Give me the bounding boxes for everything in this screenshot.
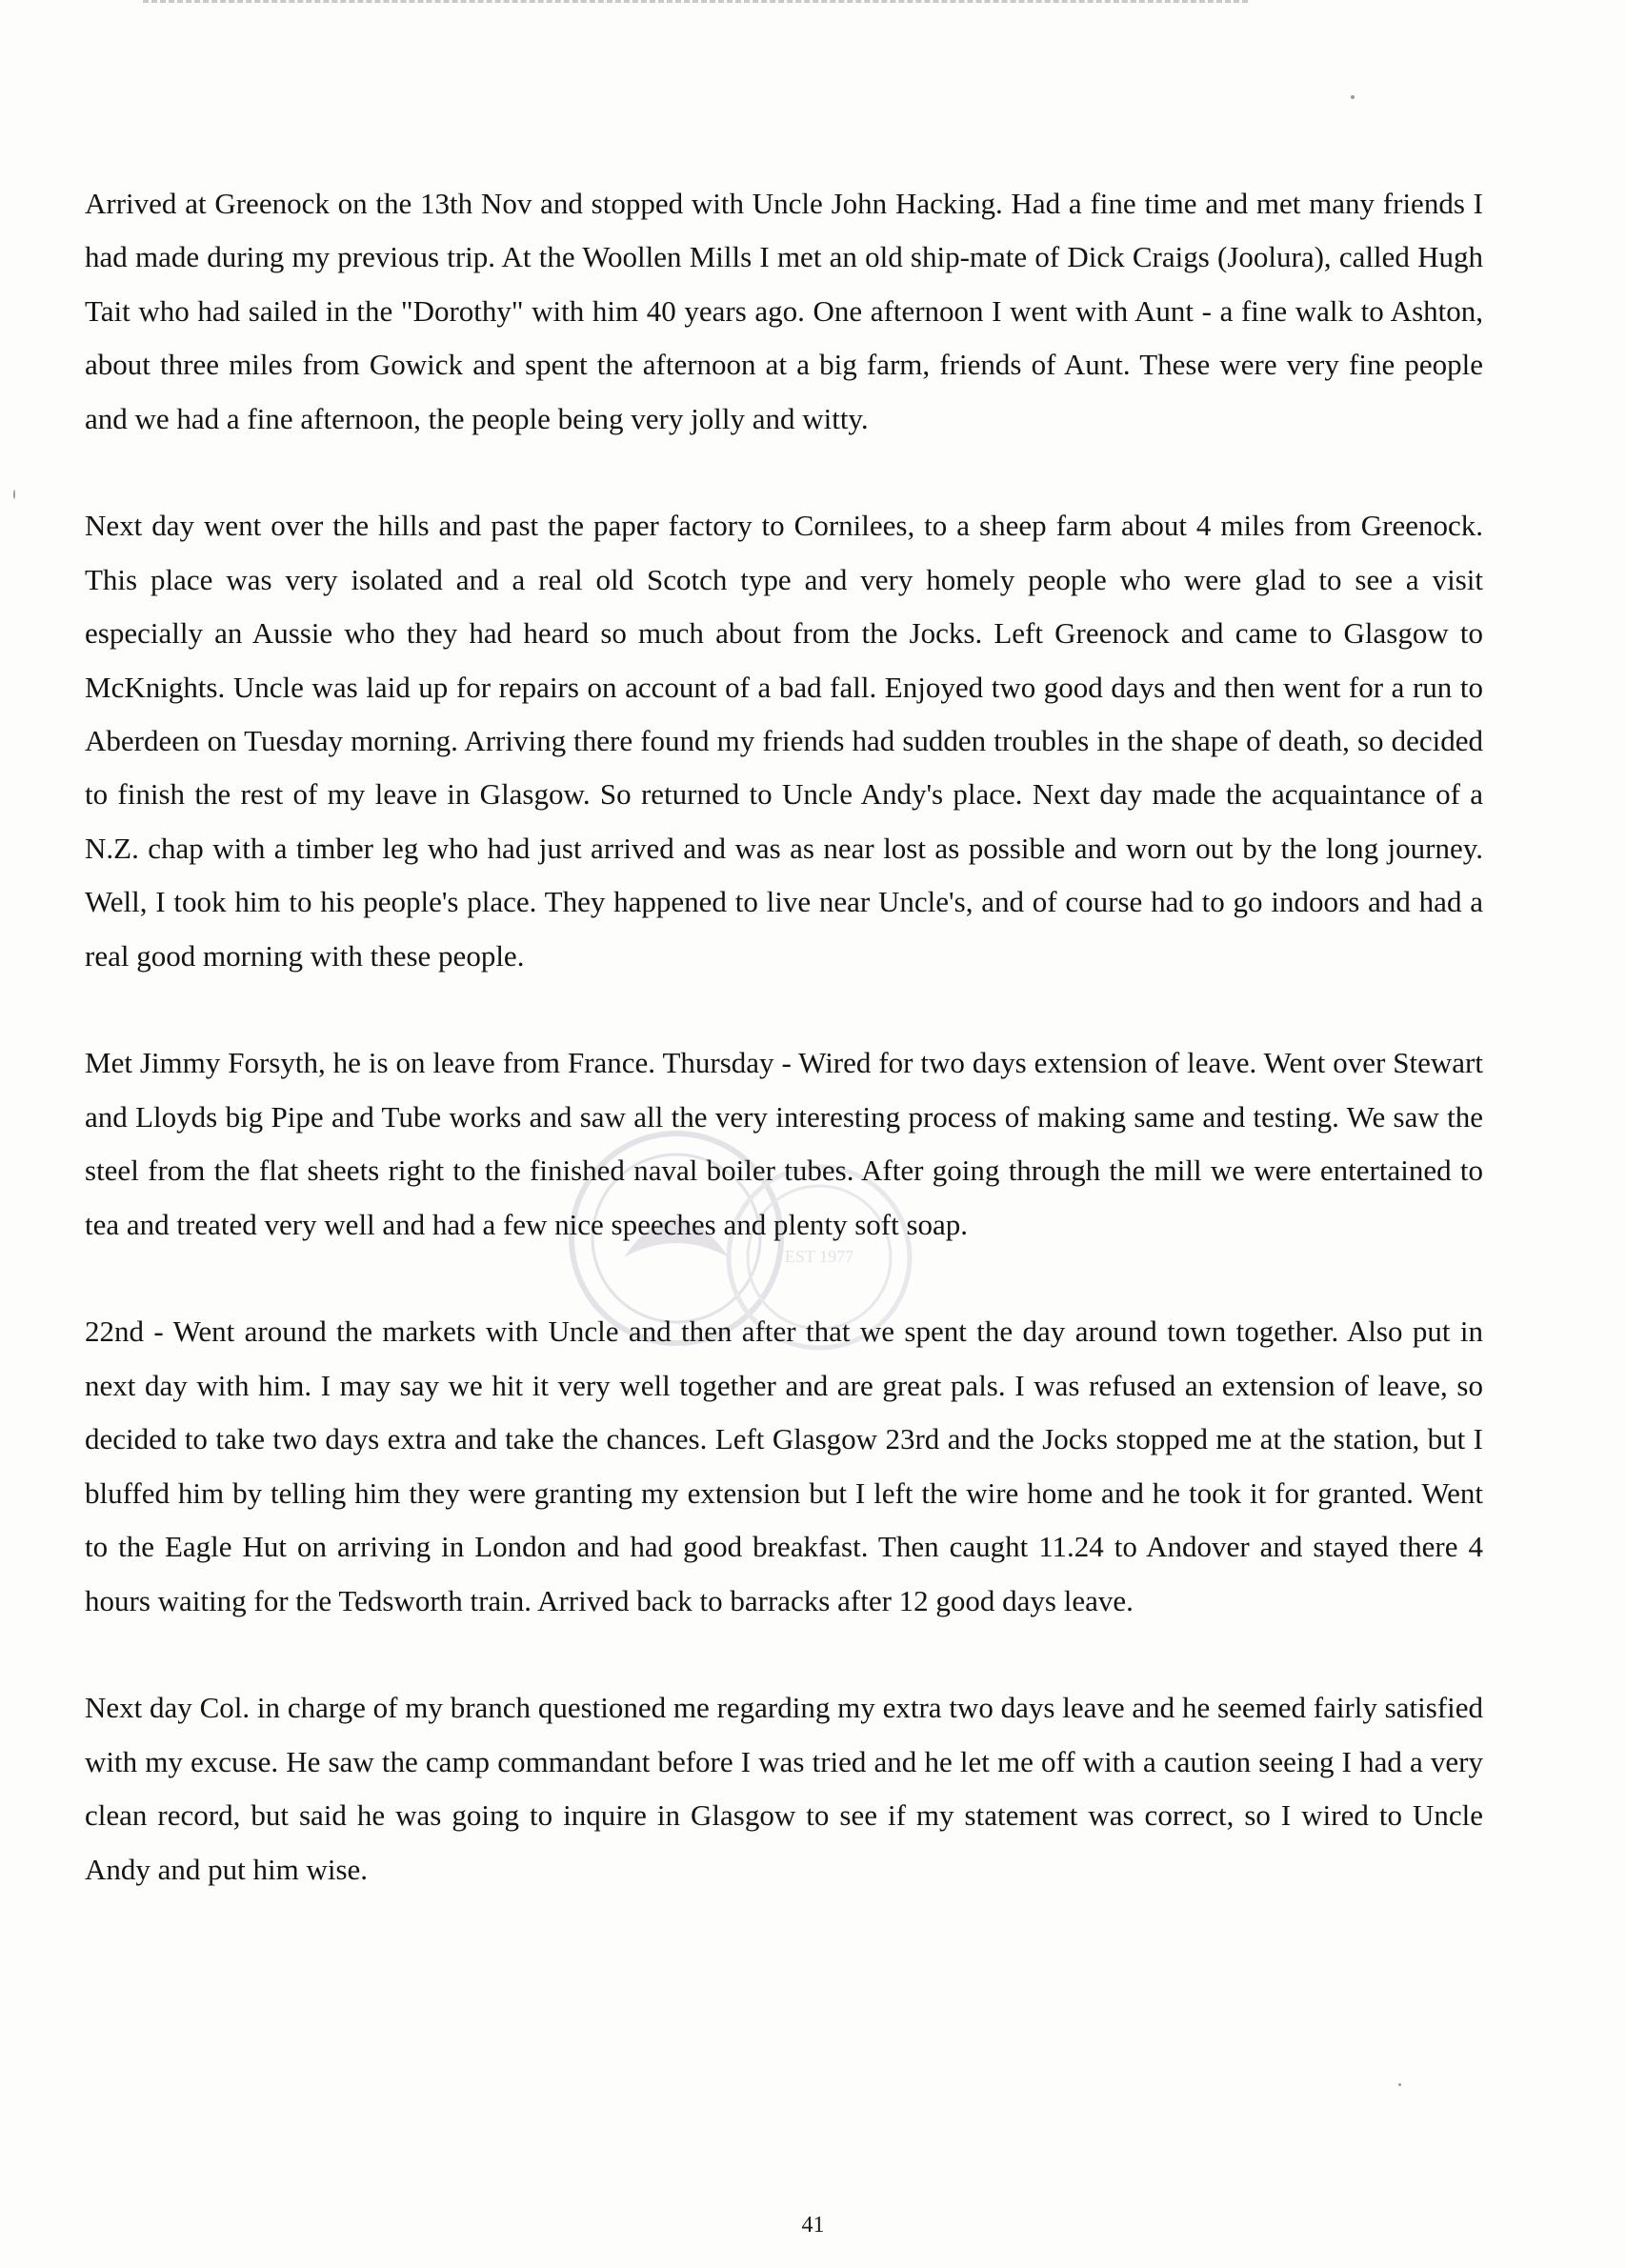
scan-speck [1351, 95, 1355, 99]
paragraph-2: Next day went over the hills and past the paper factory to Cornilees, to a sheep farm about 4 miles from Greenock. This place was very isolated and a real old Scotch type and very homely people who were glad to see a visit especially an Aussie who they had heard so much about from the Jocks. Left Greenock and came to Glasgow to McKnights. Uncle was laid up for repairs on account of a bad fall. Enjoyed two good days and then went for a run to Aberdeen on Tuesday morning. Arriving there found my friends had sudden troubles in the shape of death, so decided to finish the rest of my leave in Glasgow. So returned to Uncle Andy's place. Next day made the acquaintance of a N.Z. chap with a timber leg who had just arrived and was as near lost as possible and worn out by the long journey. Well, I took him to his people's place. They happened to live near Uncle's, and of course had to go indoors and had a real good morning with these people. [85, 509, 1483, 973]
scan-speck [1398, 2083, 1401, 2086]
scan-speck [13, 490, 15, 499]
page-number: 41 [801, 2213, 825, 2238]
watermark-text: EST 1977 [784, 1247, 854, 1266]
paragraph-4: 22nd - Went around the markets with Uncle and then after that we spent the day around town together. Also put in next day with him. I may say we hit it very well together and are great pals. I was refused an extension of leave, so decided to take two days extra and take the chances. Left Glasgow 23rd and the Jocks stopped me at the station, but I bluffed him by telling him they were granting my extension but I left the wire home and he took it for granted. Went to the Eagle Hut on arriving in London and had good breakfast. Then caught 11.24 to Andover and stayed there 4 hours waiting for the Tedsworth train. Arrived back to barracks after 12 good days leave. [85, 1315, 1483, 1617]
scan-edge-rule [143, 0, 1248, 7]
paragraph-1: Arrived at Greenock on the 13th Nov and stopped with Uncle John Hacking. Had a fine time and met many friends I had made during my previous trip. At the Woollen Mills I met an old ship-mate of Dick Craigs (Joolura), called Hugh Tait who had sailed in the "Dorothy" with him 40 years ago. One afternoon I went with Aunt - a fine walk to Ashton, about three miles from Gowick and spent the afternoon at a big farm, friends of Aunt. These were very fine people and we had a fine afternoon, the people being very jolly and witty. [85, 187, 1483, 435]
document-body [85, 177, 1483, 1897]
paragraph-5: Next day Col. in charge of my branch questioned me regarding my extra two days leave and he seemed fairly satisfied with my excuse. He saw the camp commandant before I was tried and he let me off with a caution seeing I had a very clean record, but said he was going to inquire in Glasgow to see if my statement was correct, so I wired to Uncle Andy and put him wise. [85, 1691, 1483, 1886]
paragraph-3: Met Jimmy Forsyth, he is on leave from France. Thursday - Wired for two days extension of leave. Went over Stewart and Lloyds big Pipe and Tube works and saw all the very interesting process of making same and testing. We saw the steel from the flat sheets right to the finished naval boiler tubes. After going through the mill we were entertained to tea and treated very well and had a few nice speeches and plenty soft soap. [85, 1046, 1483, 1241]
